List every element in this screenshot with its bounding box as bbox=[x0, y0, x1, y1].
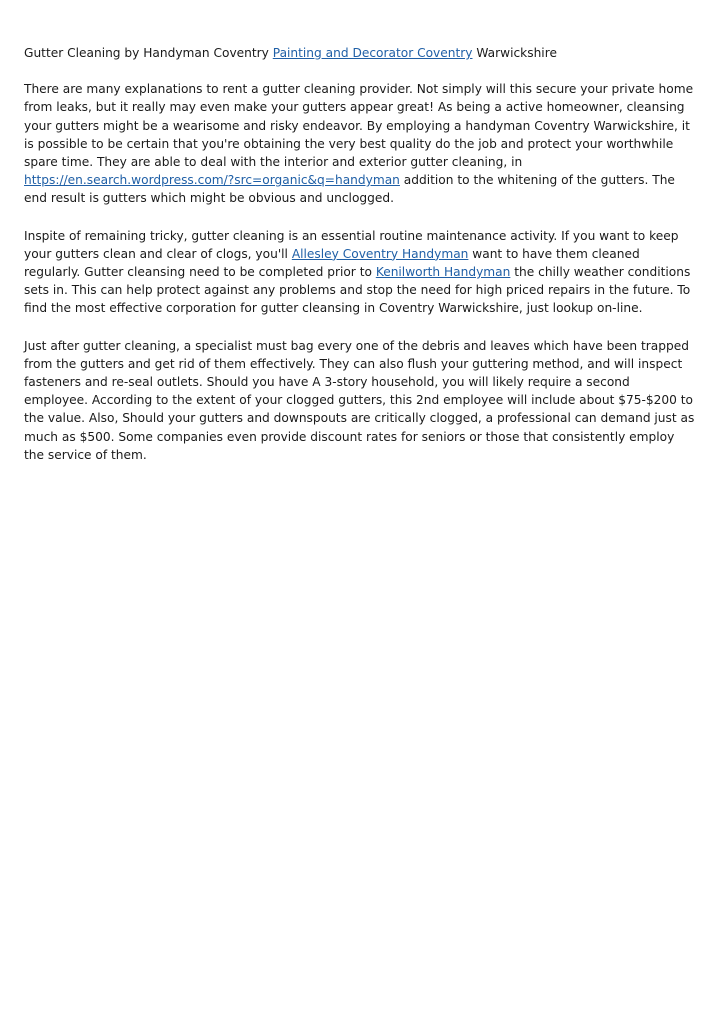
paragraph-1-text-after: addition to the whitening of the gutters. The end result is gutters which might be obvious and unclogged. bbox=[24, 173, 675, 206]
paragraph-3 bbox=[24, 337, 696, 464]
document-body bbox=[24, 44, 696, 483]
title-text-after: Warwickshire bbox=[472, 46, 557, 60]
paragraph-2-text-before: Inspite of remaining tricky, gutter cleaning is an essential routine maintenance activity. If you want to keep your gutters clean and clear of clogs, you'll bbox=[24, 228, 679, 261]
kenilworth-handyman-link[interactable]: Kenilworth Handyman bbox=[375, 265, 511, 280]
paragraph-1 bbox=[24, 80, 696, 207]
wordpress-search-link[interactable]: https://en.search.wordpress.com/?src=organic&q=handyman bbox=[24, 173, 400, 188]
paragraph-2-text-after: the chilly weather conditions sets in. This can help protect against any problems and stop the need for high priced repairs in the future. To find the most effective corporation for gutter cleansing in Coventry Warwickshire, just lookup on-line. bbox=[24, 265, 691, 316]
paragraph-1-text-before: There are many explanations to rent a gutter cleaning provider. Not simply will this secure your private home from leaks, but it really may even make your gutters appear great! As being a active homeowner, cleansing your gutters might be a wearisome and risky endeavor. By employing a handyman Coventry Warwickshire, it is possible to be certain that you're obtaining the very best quality do the job and protect your worthwhile spare time. They are able to deal with the interior and exterior gutter cleaning, in bbox=[24, 82, 694, 170]
allesley-handyman-link[interactable]: Allesley Coventry Handyman bbox=[291, 246, 469, 261]
paragraph-2 bbox=[24, 227, 696, 318]
title-text-before: Gutter Cleaning by Handyman Coventry bbox=[24, 46, 273, 60]
paragraph-3-text: Just after gutter cleaning, a specialist must bag every one of the debris and leaves which have been trapped from the gutters and get rid of them effectively. They can also flush your guttering method, and will inspect fasteners and re-seal outlets. Should you have A 3-story household, you will likely require a second employee. According to the extent of your clogged gutters, this 2nd employee will include about $75-$200 to the value. Also, Should your gutters and downspouts are critically clogged, a professional can demand just as much as $500. Some companies even provide discount rates for seniors or those that consistently employ the service of them. bbox=[24, 338, 695, 462]
paragraph-2-text-middle: want to have them cleaned regularly. Gutter cleansing need to be completed prior to bbox=[24, 246, 640, 280]
title-line bbox=[24, 44, 696, 62]
painting-decorator-link[interactable]: Painting and Decorator Coventry bbox=[272, 46, 473, 60]
